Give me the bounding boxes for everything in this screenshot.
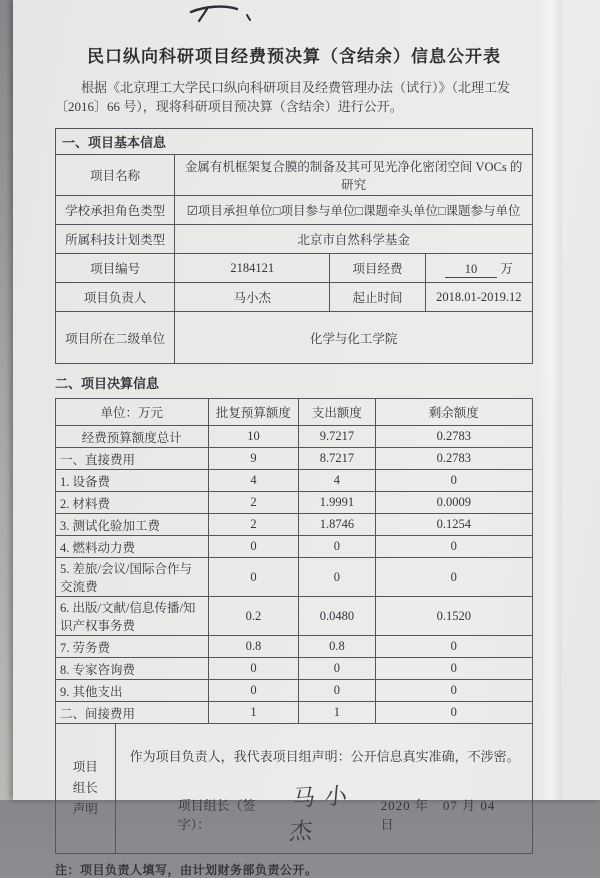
row-remain: 0.0009: [375, 492, 532, 514]
row-spent: 9.7217: [299, 426, 375, 448]
row-remain: 0: [375, 658, 532, 680]
row-label: 8. 专家咨询费: [56, 658, 209, 680]
row-label: 3. 测试化验加工费: [56, 514, 209, 536]
table-row: [56, 155, 533, 196]
row-budget: 9: [208, 448, 299, 470]
project-name-label: 项目名称: [56, 155, 175, 196]
row-spent: 4: [299, 470, 375, 492]
funding-unit: 万: [500, 261, 513, 276]
table-row: [56, 254, 533, 283]
role-type-label: 学校承担角色类型: [56, 196, 175, 225]
row-budget: 4: [208, 470, 299, 492]
budget-table: [55, 398, 533, 724]
row-budget: 0: [208, 658, 299, 680]
row-remain: 0.2783: [375, 426, 532, 448]
signature-date: 2020 年 07 月 04 日: [380, 798, 510, 832]
basic-info-table: [55, 128, 533, 364]
project-no-label: 项目编号: [56, 254, 175, 283]
row-remain: 0: [375, 470, 532, 492]
table-row: [56, 680, 533, 702]
row-spent: 0: [299, 658, 375, 680]
table-row: [56, 196, 533, 225]
row-budget: 0: [208, 536, 299, 558]
declaration-side-label: [56, 724, 116, 854]
section2-heading: 二、项目决算信息: [55, 376, 160, 391]
table-row: [56, 658, 533, 680]
project-no-value: 2184121: [175, 254, 330, 283]
row-remain: 0: [375, 702, 532, 724]
row-label: 2. 材料费: [56, 492, 209, 514]
row-remain: 0.1254: [375, 514, 532, 536]
table-row: [56, 426, 533, 448]
period-value: 2018.01-2019.12: [425, 283, 532, 312]
table-row: [56, 558, 533, 597]
row-budget: 0: [208, 680, 299, 702]
row-spent: 1.8746: [299, 514, 375, 536]
table-row: [56, 536, 533, 558]
paper-sheet: [13, 0, 600, 877]
row-label: 6. 出版/文献/信息传播/知识产权事务费: [56, 597, 209, 636]
table-row: [56, 129, 533, 155]
table-row: [56, 312, 533, 364]
row-spent: 0: [299, 558, 375, 597]
table-row: [56, 492, 533, 514]
row-budget: 1: [208, 702, 299, 724]
row-budget: 10: [208, 426, 299, 448]
col-header-remaining: 剩余额度: [375, 399, 532, 426]
row-remain: 0: [375, 680, 532, 702]
handwritten-signature: 马小杰: [288, 782, 358, 846]
row-spent: 0.0480: [299, 597, 375, 636]
role-type-checkboxes: ☑项目承担单位□项目参与单位□课题牵头单位□课题参与单位: [175, 196, 533, 225]
intro-line-2: 〔2016〕66 号），现将科研项目预决算（含结余）进行公开。: [55, 99, 403, 114]
dept-value: 化学与化工学院: [175, 312, 533, 364]
funding-value: [425, 254, 532, 283]
dept-label: 项目所在二级单位: [56, 312, 175, 364]
row-spent: 8.7217: [299, 448, 375, 470]
declaration-content: [115, 724, 532, 854]
table-row: [56, 448, 533, 470]
document-title: 民口纵向科研项目经费预决算（含结余）信息公开表: [87, 47, 501, 66]
row-remain: 0.2783: [375, 448, 532, 470]
funding-label: 项目经费: [330, 254, 425, 283]
col-header-unit: 单位：万元: [56, 399, 209, 426]
signature-row: [130, 781, 520, 847]
row-budget: 2: [208, 492, 299, 514]
period-label: 起止时间: [330, 283, 425, 312]
side-label-line: 组长: [72, 781, 98, 795]
section1-heading: 一、项目基本信息: [56, 129, 533, 155]
table-row: [56, 514, 533, 536]
row-budget: 0: [208, 558, 299, 597]
col-header-approved: 批复预算额度: [208, 399, 299, 426]
side-label-line: 项目: [72, 760, 98, 774]
table-row: [56, 636, 533, 658]
row-remain: 0: [375, 536, 532, 558]
declaration-statement: 作为项目负责人，我代表项目组声明：公开信息真实准确，不涉密。: [129, 749, 520, 764]
row-label: 1. 设备费: [56, 470, 209, 492]
row-budget: 2: [208, 514, 299, 536]
table-row: [56, 724, 533, 854]
row-label: 一、直接费用: [56, 448, 209, 470]
declaration-block: [55, 723, 533, 854]
pi-name: 马小杰: [175, 283, 330, 312]
row-label: 9. 其他支出: [56, 680, 209, 702]
intro-line-1: 根据《北京理工大学民口纵向科研项目及经费管理办法（试行）》（北理工发: [81, 80, 511, 95]
pi-label: 项目负责人: [56, 283, 175, 312]
plan-type-value: 北京市自然科学基金: [175, 225, 533, 254]
row-budget: 0.2: [208, 597, 299, 636]
row-spent: 1.9991: [299, 492, 375, 514]
row-spent: 0: [299, 536, 375, 558]
row-remain: 0: [375, 558, 532, 597]
footnote: 注：项目负责人填写，由计划财务部负责公开。: [55, 863, 318, 877]
table-row: [56, 283, 533, 312]
signature-label: 项目组长（签字）：: [177, 798, 256, 832]
row-label: 5. 差旅/会议/国际合作与交流费: [56, 558, 209, 597]
row-spent: 0.8: [299, 636, 375, 658]
col-header-spent: 支出额度: [299, 399, 375, 426]
intro-paragraph: [55, 78, 533, 116]
row-label: 经费预算额度总计: [56, 426, 209, 448]
table-row: [56, 225, 533, 254]
side-label-line: 声明: [72, 802, 98, 816]
row-spent: 1: [299, 702, 375, 724]
row-remain: 0: [375, 636, 532, 658]
row-label: 7. 劳务费: [56, 636, 209, 658]
table-row: [56, 597, 533, 636]
row-label: 二、间接费用: [56, 702, 209, 724]
project-name-value: 金属有机框架复合膜的制备及其可见光净化密闭空间 VOCs 的研究: [175, 155, 533, 196]
row-remain: 0.1520: [375, 597, 532, 636]
row-budget: 0.8: [208, 636, 299, 658]
plan-type-label: 所属科技计划类型: [56, 225, 175, 254]
table-row: [56, 470, 533, 492]
table-row: [56, 702, 533, 724]
document-content: [55, 0, 533, 878]
row-label: 4. 燃料动力费: [56, 536, 209, 558]
row-spent: 0: [299, 680, 375, 702]
funding-amount: 10: [445, 262, 498, 278]
table-header-row: [56, 399, 533, 426]
